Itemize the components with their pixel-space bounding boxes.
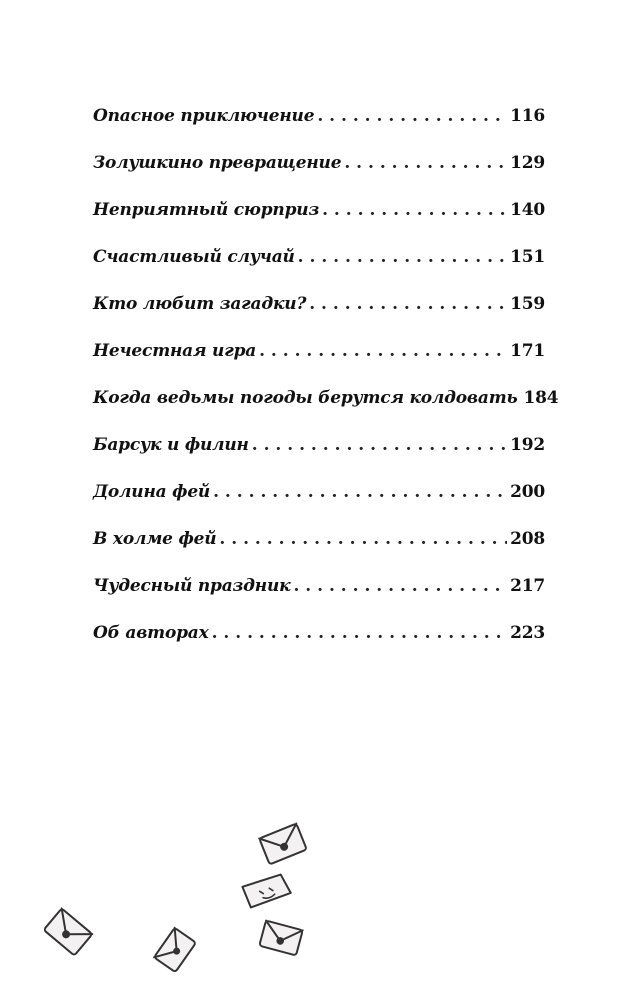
toc-entry — [93, 200, 545, 247]
toc-entry-page: 208 — [510, 529, 545, 549]
toc-entry-page: 217 — [510, 576, 545, 596]
toc-entry-title: Опасное приключение — [93, 106, 315, 126]
toc-leader-dots — [252, 435, 507, 455]
toc-entry-title: Нечестная игра — [93, 341, 257, 361]
toc-leader-dots — [293, 576, 507, 596]
toc-entry-page: 116 — [510, 106, 545, 126]
toc-entry — [93, 341, 545, 388]
toc-entry-page: 171 — [510, 341, 545, 361]
toc-entry-page: 184 — [523, 388, 559, 408]
flying-envelopes-decoration — [0, 800, 636, 1000]
toc-leader-dots — [317, 106, 507, 126]
envelope-icon — [259, 824, 307, 865]
toc-entry-page: 200 — [510, 482, 545, 502]
toc-entry-title: В холме фей — [93, 529, 217, 549]
toc-entry-title: Золушкино превращение — [93, 153, 342, 173]
envelope-icon — [242, 873, 292, 908]
toc-leader-dots — [212, 623, 508, 643]
toc-leader-dots — [344, 153, 507, 173]
envelope-icon — [44, 908, 93, 955]
toc-entry-title: Об авторах — [93, 623, 209, 643]
toc-entry — [93, 482, 545, 529]
toc-entry — [93, 294, 545, 341]
toc-leader-dots — [309, 294, 507, 314]
toc-leader-dots — [298, 247, 507, 267]
toc-entry — [93, 529, 545, 576]
toc-entry — [93, 435, 545, 482]
toc-entry — [93, 576, 545, 623]
toc-entry — [93, 388, 559, 435]
toc-entry-title: Счастливый случай — [93, 247, 295, 267]
envelope-icon — [154, 928, 196, 972]
table-of-contents — [93, 106, 559, 670]
toc-leader-dots — [259, 341, 507, 361]
toc-entry-title: Кто любит загадки? — [93, 294, 307, 314]
toc-entry — [93, 247, 545, 294]
envelope-icon — [259, 921, 302, 956]
toc-entry-title: Чудесный праздник — [93, 576, 291, 596]
toc-entry-page: 129 — [510, 153, 545, 173]
toc-entry-title: Долина фей — [93, 482, 211, 502]
toc-leader-dots — [219, 529, 507, 549]
toc-entry-title: Когда ведьмы погоды берутся колдовать — [93, 388, 518, 408]
toc-entry-page: 140 — [510, 200, 545, 220]
toc-leader-dots — [213, 482, 507, 502]
toc-entry — [93, 106, 545, 153]
toc-entry-title: Неприятный сюрприз — [93, 200, 320, 220]
toc-entry-title: Барсук и филин — [93, 435, 249, 455]
toc-entry-page: 159 — [510, 294, 545, 314]
toc-entry-page: 151 — [510, 247, 545, 267]
toc-leader-dots — [322, 200, 507, 220]
toc-entry-page: 192 — [510, 435, 545, 455]
toc-entry — [93, 623, 545, 670]
toc-entry-page: 223 — [510, 623, 545, 643]
toc-entry — [93, 153, 545, 200]
